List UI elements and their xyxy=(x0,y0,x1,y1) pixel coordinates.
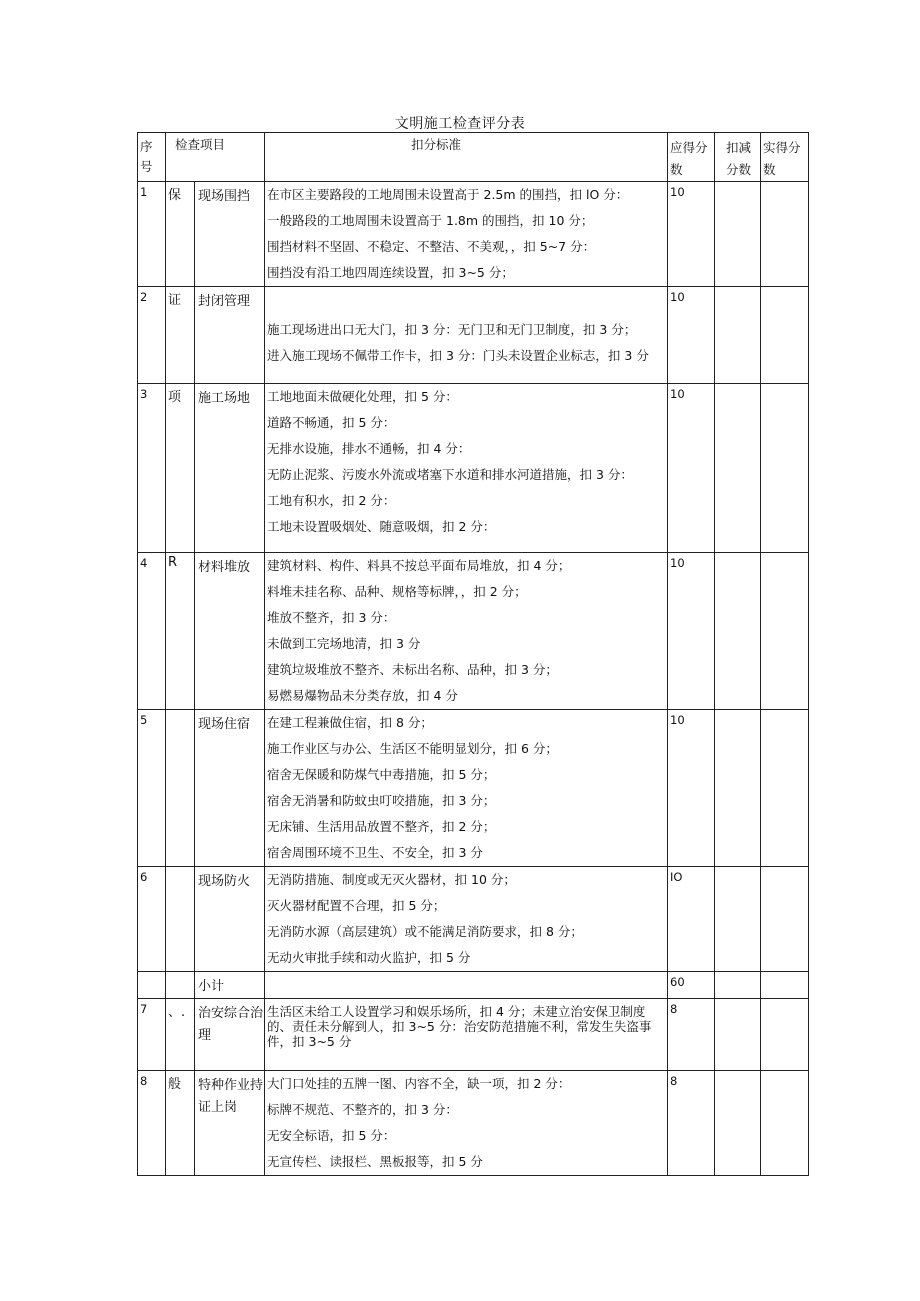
deduction-line: 在市区主要路段的工地周围未设置高于 2.5m 的围挡，扣 lO 分： xyxy=(267,187,629,202)
row-score: 10 xyxy=(668,182,715,287)
row-deduct xyxy=(715,553,761,710)
deduction-line: 料堆未挂名称、品种、规格等标牌，，扣 2 分； xyxy=(267,584,527,599)
table-row xyxy=(138,553,809,710)
deduction-line: 无防止泥浆、污废水外流或堵塞下水道和排水河道措施，扣 3 分： xyxy=(267,467,633,482)
row-standard xyxy=(265,287,668,384)
row-actual xyxy=(761,553,809,710)
deduction-line: 工地未设置吸烟处、随意吸烟，扣 2 分： xyxy=(267,519,496,534)
deduction-line: 灭火器材配置不合理，扣 5 分； xyxy=(267,898,446,913)
row-deduct xyxy=(715,999,761,1071)
row-actual xyxy=(761,710,809,867)
row-score: IO xyxy=(668,867,715,972)
table-row xyxy=(138,867,809,972)
deduction-line: 生活区未给工人设置学习和娱乐场所，扣 4 分；未建立治安保卫制度的、责任未分解到人，扣 3~5 分：治安防范措施不利，常发生失盗事件，扣 3~5 分 xyxy=(267,1004,652,1049)
header-seq: 序 号 xyxy=(138,133,166,182)
deduction-line: 工地地面未做硬化处理，扣 5 分： xyxy=(267,389,458,404)
row-actual xyxy=(761,999,809,1071)
row-actual xyxy=(761,384,809,553)
row-item: 现场围挡 xyxy=(195,182,265,287)
row-deduct xyxy=(715,972,761,999)
deduction-line: 进入施工现场不佩带工作卡，扣 3 分：门头未设置企业标志，扣 3 分 xyxy=(267,348,649,363)
row-standard xyxy=(265,999,668,1071)
score-table xyxy=(137,132,809,1176)
row-score: 10 xyxy=(668,287,715,384)
deduction-line: 无宣传栏、读报栏、黑板报等，扣 5 分 xyxy=(267,1154,483,1169)
row-category xyxy=(166,972,195,999)
row-deduct xyxy=(715,1071,761,1176)
row-number: 5 xyxy=(138,710,166,867)
deduction-line: 建筑垃圾堆放不整齐、未标出名称、品种，扣 3 分； xyxy=(267,662,558,677)
row-score: 8 xyxy=(668,1071,715,1176)
row-deduct xyxy=(715,867,761,972)
deduction-line: 建筑材料、构件、料具不按总平面布局堆放，扣 4 分； xyxy=(267,558,571,573)
row-actual xyxy=(761,972,809,999)
row-item: 材料堆放 xyxy=(195,553,265,710)
deduction-line: 工地有积水，扣 2 分： xyxy=(267,493,396,508)
deduction-line: 堆放不整齐，扣 3 分： xyxy=(267,610,396,625)
table-row xyxy=(138,182,809,287)
row-actual xyxy=(761,867,809,972)
header-deduct: 扣减 分数 xyxy=(715,133,761,182)
row-category: R xyxy=(166,553,195,710)
row-score: 10 xyxy=(668,710,715,867)
row-actual xyxy=(761,287,809,384)
row-actual xyxy=(761,182,809,287)
row-number: 3 xyxy=(138,384,166,553)
deduction-line: 无安全标语，扣 5 分： xyxy=(267,1128,396,1143)
row-standard xyxy=(265,972,668,999)
row-score: 10 xyxy=(668,553,715,710)
table-row xyxy=(138,972,809,999)
table-row xyxy=(138,999,809,1071)
row-standard xyxy=(265,384,668,553)
deduction-line: 无动火审批手续和动火监护，扣 5 分 xyxy=(267,950,471,965)
row-category: 、. xyxy=(166,999,195,1071)
deduction-line: 一般路段的工地周围未设置高于 1.8m 的围挡，扣 10 分； xyxy=(267,213,594,228)
deduction-line: 施工现场进出口无大门，扣 3 分：无门卫和无门卫制度，扣 3 分； xyxy=(267,322,637,337)
row-standard xyxy=(265,553,668,710)
row-category: 保 xyxy=(166,182,195,287)
row-deduct xyxy=(715,182,761,287)
deduction-line: 宿舍无保暖和防煤气中毒措施，扣 5 分； xyxy=(267,767,496,782)
row-number: 1 xyxy=(138,182,166,287)
row-category: 般 xyxy=(166,1071,195,1176)
row-number: 6 xyxy=(138,867,166,972)
table-row xyxy=(138,384,809,553)
deduction-line: 宿舍无消暑和防蚊虫叮咬措施，扣 3 分； xyxy=(267,793,496,808)
row-item: 治安综合治理 xyxy=(195,999,265,1071)
deduction-line: 围挡没有沿工地四周连续设置，扣 3~5 分； xyxy=(267,265,514,280)
table-row xyxy=(138,710,809,867)
deduction-line: 无消防水源（高层建筑）或不能满足消防要求，扣 8 分； xyxy=(267,924,583,939)
deduction-line: 大门口处挂的五牌一图、内容不全，缺一项，扣 2 分： xyxy=(267,1076,571,1091)
header-actual: 实得分 数 xyxy=(761,133,809,182)
header-project: 检查项目 xyxy=(166,133,265,182)
deduction-line: 围挡材料不坚固、不稳定、不整洁、不美观，，扣 5~7 分： xyxy=(267,239,596,254)
row-standard xyxy=(265,867,668,972)
deduction-line: 易燃易爆物品未分类存放，扣 4 分 xyxy=(267,688,458,703)
deduction-line: 无排水设施，排水不通畅，扣 4 分： xyxy=(267,441,471,456)
page-title: 文明施工检查评分表 xyxy=(394,116,526,132)
row-item: 小计 xyxy=(195,972,265,999)
row-number xyxy=(138,972,166,999)
header-standard: 扣分标准 xyxy=(265,133,668,182)
row-score: 10 xyxy=(668,384,715,553)
row-standard xyxy=(265,182,668,287)
table-row xyxy=(138,287,809,384)
row-deduct xyxy=(715,384,761,553)
row-standard xyxy=(265,710,668,867)
deduction-line: 宿舍周围环境不卫生、不安全，扣 3 分 xyxy=(267,845,483,860)
row-number: 4 xyxy=(138,553,166,710)
row-category: 证 xyxy=(166,287,195,384)
row-item: 现场防火 xyxy=(195,867,265,972)
row-item: 施工场地 xyxy=(195,384,265,553)
deduction-line: 在建工程兼做住宿，扣 8 分； xyxy=(267,715,433,730)
row-deduct xyxy=(715,710,761,867)
table-header-row xyxy=(138,133,809,182)
row-item: 封闭管理 xyxy=(195,287,265,384)
row-category xyxy=(166,867,195,972)
row-standard xyxy=(265,1071,668,1176)
row-number: 7 xyxy=(138,999,166,1071)
deduction-line: 未做到工完场地清，扣 3 分 xyxy=(267,636,421,651)
row-number: 2 xyxy=(138,287,166,384)
row-item: 现场住宿 xyxy=(195,710,265,867)
row-actual xyxy=(761,1071,809,1176)
row-item: 特种作业持证上岗 xyxy=(195,1071,265,1176)
row-score: 60 xyxy=(668,972,715,999)
deduction-line: 无床铺、生活用品放置不整齐，扣 2 分； xyxy=(267,819,496,834)
deduction-line: 无消防措施、制度或无灭火器材，扣 10 分； xyxy=(267,872,516,887)
row-score: 8 xyxy=(668,999,715,1071)
table-row xyxy=(138,1071,809,1176)
row-category xyxy=(166,710,195,867)
row-number: 8 xyxy=(138,1071,166,1176)
deduction-line: 标牌不规范、不整齐的，扣 3 分： xyxy=(267,1102,458,1117)
row-category: 项 xyxy=(166,384,195,553)
header-score: 应得分 数 xyxy=(668,133,715,182)
row-deduct xyxy=(715,287,761,384)
deduction-line: 道路不畅通，扣 5 分： xyxy=(267,415,396,430)
deduction-line: 施工作业区与办公、生活区不能明显划分，扣 6 分； xyxy=(267,741,558,756)
